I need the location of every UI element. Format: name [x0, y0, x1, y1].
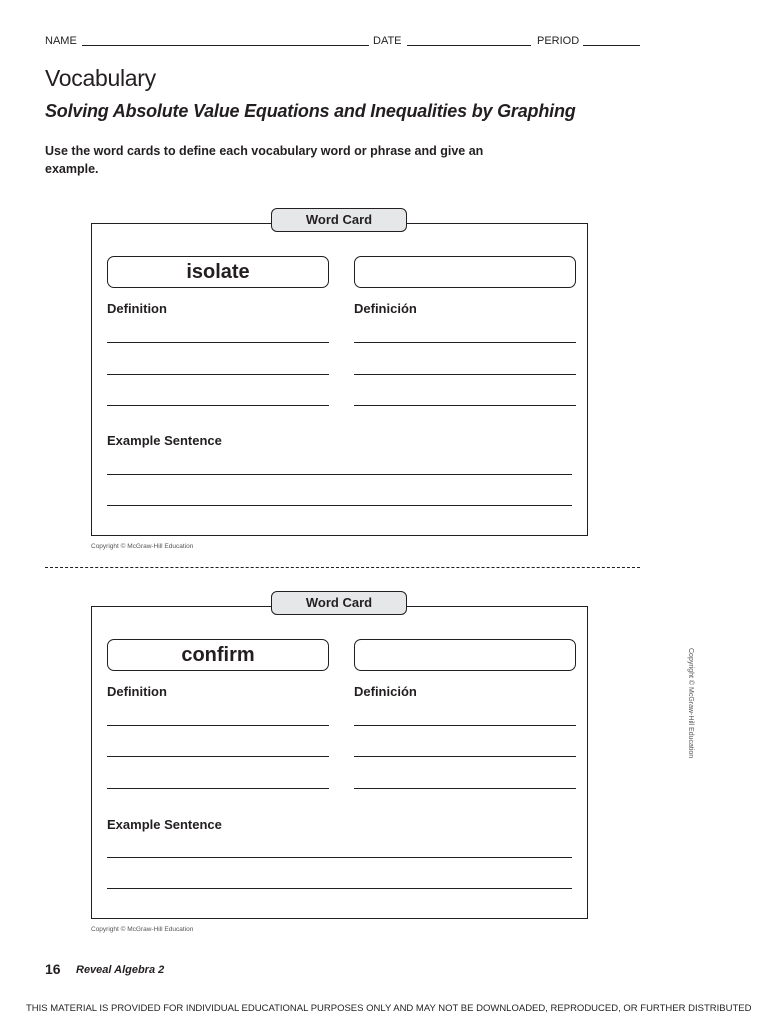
definicion-label-1: Definición: [354, 301, 417, 316]
definition-line[interactable]: [107, 405, 329, 406]
word-card-tab-1: Word Card: [271, 208, 407, 232]
definition-line[interactable]: [107, 756, 329, 757]
definicion-line[interactable]: [354, 374, 576, 375]
cut-line: [45, 567, 640, 568]
footer-notice: THIS MATERIAL IS PROVIDED FOR INDIVIDUAL EDUCATIONAL PURPOSES ONLY AND MAY NOT BE DOWNLOADED, REPRODUCED, OR FURTHER DISTRIBUTED: [26, 1003, 752, 1014]
definicion-label-2: Definición: [354, 684, 417, 699]
example-line[interactable]: [107, 505, 572, 506]
definition-line[interactable]: [107, 725, 329, 726]
translation-box-1[interactable]: [354, 256, 576, 288]
word-card-tab-2: Word Card: [271, 591, 407, 615]
card-copyright-1: Copyright © McGraw-Hill Education: [91, 543, 194, 550]
example-label-1: Example Sentence: [107, 433, 222, 448]
definicion-line[interactable]: [354, 756, 576, 757]
definicion-line[interactable]: [354, 342, 576, 343]
period-label: PERIOD: [537, 35, 580, 47]
book-title: Reveal Algebra 2: [76, 964, 165, 976]
period-field[interactable]: [583, 45, 640, 46]
instructions: Use the word cards to define each vocabulary word or phrase and give an example.: [45, 144, 484, 176]
page-number: 16: [45, 961, 61, 977]
card-copyright-2: Copyright © McGraw-Hill Education: [91, 926, 194, 933]
name-field[interactable]: [82, 45, 369, 46]
date-label: DATE: [373, 35, 402, 47]
definition-line[interactable]: [107, 342, 329, 343]
name-label: NAME: [45, 35, 77, 47]
date-field[interactable]: [407, 45, 531, 46]
example-line[interactable]: [107, 474, 572, 475]
definicion-line[interactable]: [354, 788, 576, 789]
translation-box-2[interactable]: [354, 639, 576, 671]
example-line[interactable]: [107, 888, 572, 889]
definition-label-1: Definition: [107, 301, 167, 316]
definicion-line[interactable]: [354, 405, 576, 406]
example-label-2: Example Sentence: [107, 817, 222, 832]
vocab-word-2: confirm: [107, 639, 329, 671]
definition-label-2: Definition: [107, 684, 167, 699]
definition-line[interactable]: [107, 788, 329, 789]
page-subtitle: Solving Absolute Value Equations and Inequalities by Graphing: [45, 101, 576, 121]
example-line[interactable]: [107, 857, 572, 858]
side-copyright: Copyright © McGraw-Hill Education: [687, 648, 694, 759]
vocab-word-1: isolate: [107, 256, 329, 288]
definition-line[interactable]: [107, 374, 329, 375]
page-title: Vocabulary: [45, 65, 156, 91]
definicion-line[interactable]: [354, 725, 576, 726]
